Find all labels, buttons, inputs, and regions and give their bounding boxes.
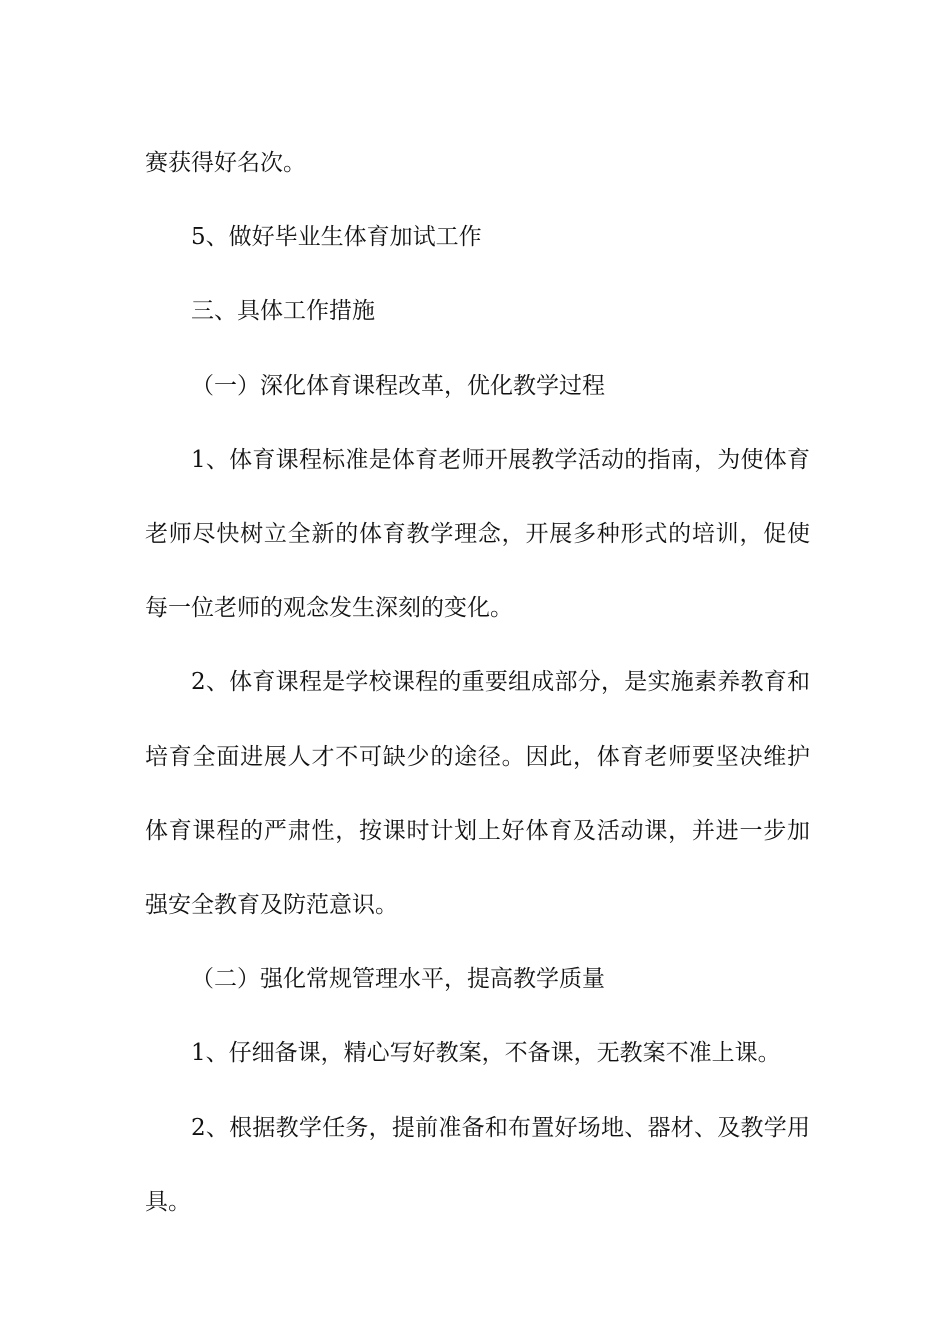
subsection-heading-routine-management: （二）强化常规管理水平，提高教学质量: [191, 966, 605, 993]
paragraph-curriculum-standard: 1、体育课程标准是体育老师开展教学活动的指南，为使体育老师尽快树立全新的体育教学理念，开展多种形式的培训，促使每一位老师的观念发生深刻的变化。: [145, 446, 810, 622]
list-item-graduate-pe-test: 5、做好毕业生体育加试工作: [191, 224, 482, 251]
subsection-heading-curriculum-reform: （一）深化体育课程改革，优化教学过程: [191, 372, 605, 399]
paragraph-equipment-preparation: 2、根据教学任务，提前准备和布置好场地、器材、及教学用具。: [145, 1114, 810, 1215]
document-body: [145, 126, 810, 1239]
paragraph-lesson-preparation: 1、仔细备课，精心写好教案，不备课，无教案不准上课。: [191, 1040, 781, 1067]
paragraph-curriculum-importance: 2、体育课程是学校课程的重要组成部分，是实施素养教育和培育全面进展人才不可缺少的途径。因此，体育老师要坚决维护体育课程的严肃性，按课时计划上好体育及活动课，并进一步加强安全教育及防范意识。: [145, 669, 810, 919]
section-heading-measures: 三、具体工作措施: [191, 298, 375, 325]
paragraph-continuation: 赛获得好名次。: [145, 150, 306, 176]
